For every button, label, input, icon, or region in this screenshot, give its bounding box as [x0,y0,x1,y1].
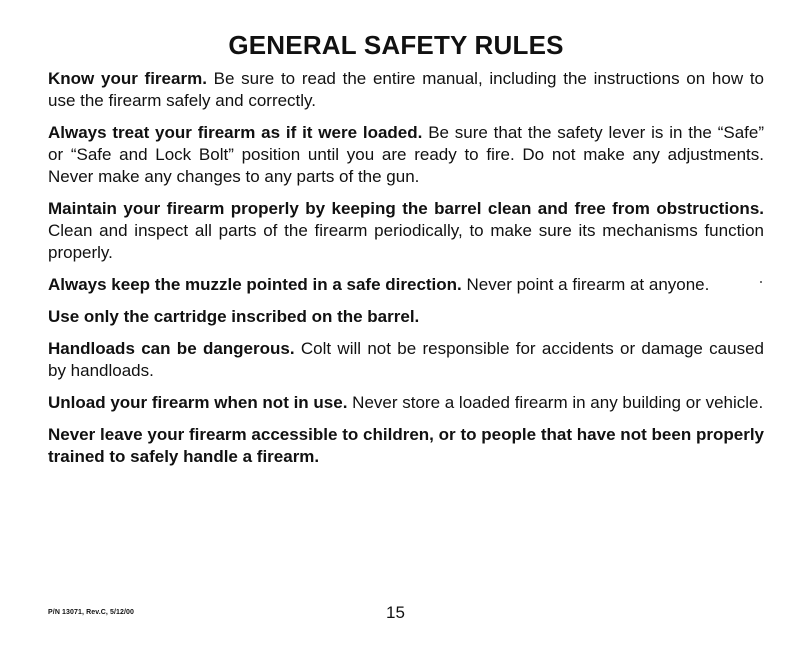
rule-lead: Unload your firearm when not in use. [48,393,348,412]
rule-body: Colt will not be responsible for accidents or damage caused by handloads. [48,339,764,380]
rule-body: Clean and inspect all parts of the firearm periodically, to make sure its mechanisms function properly. [48,221,764,262]
rule-correct-cartridge [48,306,764,328]
rule-body: Never point a firearm at anyone. [466,275,710,294]
rule-body: Be sure that the safety lever is in the “Safe” or “Safe and Lock Bolt” position until you are ready to fire. Do not make any adjustments. Never make any changes to any parts of the gun. [48,123,764,186]
rule-muzzle-direction [48,274,764,296]
rule-body: Never store a loaded firearm in any building or vehicle. [352,393,764,412]
rule-know-firearm [48,68,764,112]
part-number-code: P/N 13071, Rev.C, 5/12/00 [48,609,135,616]
rule-handloads [48,338,764,382]
scan-speck [760,281,762,283]
page-number: 15 [386,603,405,622]
rule-lead: Always keep the muzzle pointed in a safe direction. [48,275,462,294]
rule-lead: Know your firearm. [48,69,207,88]
rule-lead: Use only the cartridge inscribed on the barrel. [48,307,420,326]
rule-treat-as-loaded [48,122,764,188]
rule-keep-from-children [48,424,764,468]
rule-lead: Maintain your firearm properly by keeping the barrel clean and free from obstructions. [48,199,764,218]
rule-unload-firearm [48,392,764,414]
rule-maintain-firearm [48,198,764,264]
rule-body: Be sure to read the entire manual, including the instructions on how to use the firearm safely and correctly. [48,69,765,110]
safety-rules-list [48,68,764,478]
rule-lead: Always treat your firearm as if it were loaded. [48,123,423,142]
page-title: GENERAL SAFETY RULES [228,30,564,60]
rule-lead: Never leave your firearm accessible to children, or to people that have not been properly trained to safely handle a firearm. [48,425,764,466]
rule-lead: Handloads can be dangerous. [48,339,295,358]
